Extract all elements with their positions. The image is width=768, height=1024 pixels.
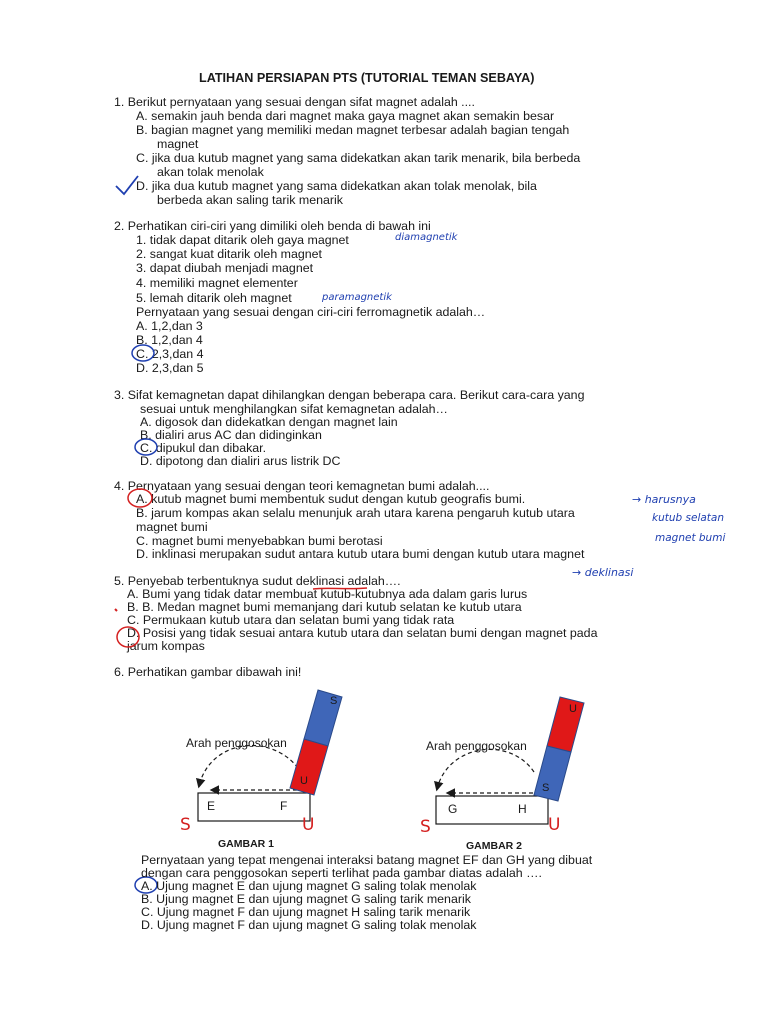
- q4-option-d: D. inklinasi merupakan sudut antara kutub utara bumi dengan kutub utara magnet: [136, 547, 585, 561]
- q6-option-b: B. Ujung magnet E dan ujung magnet G saling tarik menarik: [141, 892, 471, 906]
- fig2-magnet-bottom: [534, 746, 571, 801]
- q1-option-c: C. jika dua kutub magnet yang sama didekatkan akan tarik menarik, bila berbeda: [136, 151, 581, 165]
- fig2-hw-right: U: [548, 815, 561, 835]
- q2-option-a: A. 1,2,dan 3: [136, 319, 203, 333]
- fig2-magnet-label-u: U: [569, 703, 577, 715]
- q4-answer-circle: [128, 489, 152, 507]
- fig2-arrow-upper: [437, 749, 534, 789]
- q1-option-d: D. jika dua kutub magnet yang sama didekatkan akan tolak menolak, bila: [136, 179, 537, 193]
- fig1-arrow-label: Arah penggosokan: [186, 736, 287, 750]
- q4-option-c: C. magnet bumi menyebabkan bumi berotasi: [136, 534, 383, 548]
- q4-note-1: → harusnya: [632, 493, 696, 506]
- fig1-hw-left: S: [180, 815, 191, 835]
- q4-stem: 4. Pernyataan yang sesuai dengan teori kemagnetan bumi adalah....: [114, 479, 490, 493]
- q6-stem: 6. Perhatikan gambar dibawah ini!: [114, 665, 302, 679]
- q5-option-d: D. Posisi yang tidak sesuai antara kutub utara dan selatan bumi dengan magnet pada: [127, 626, 598, 640]
- q2-answer-circle: [132, 345, 154, 361]
- q2-stem: 2. Perhatikan ciri-ciri yang dimiliki oleh benda di bawah ini: [114, 219, 431, 233]
- fig1-magnet-label-u: U: [300, 775, 308, 787]
- q1-stem: 1. Berikut pernyataan yang sesuai dengan sifat magnet adalah ....: [114, 95, 475, 109]
- q4-option-a: A. kutub magnet bumi membentuk sudut dengan kutub geografis bumi.: [136, 492, 526, 506]
- page-title: LATIHAN PERSIAPAN PTS (TUTORIAL TEMAN SEBAYA): [199, 71, 535, 85]
- q3-stem-cont: sesuai untuk menghilangkan sifat kemagnetan adalah…: [140, 402, 448, 416]
- red-dot: [115, 609, 117, 611]
- q5-option-c: C. Permukaan kutub utara dan selatan bumi yang tidak rata: [127, 613, 455, 627]
- q5-underline: [313, 588, 367, 589]
- q4-note-2: kutub selatan: [652, 512, 724, 524]
- fig2-magnet-label-s: S: [542, 782, 550, 794]
- q1-option-b-cont: magnet: [157, 137, 199, 151]
- q6-option-d: D. Ujung magnet F dan ujung magnet G saling tolak menolak: [141, 918, 477, 932]
- q5-note-deklinasi: → deklinasi: [572, 566, 634, 579]
- q6-option-a: A. Ujung magnet E dan ujung magnet G saling tolak menolak: [141, 879, 477, 893]
- figure-2: [426, 697, 584, 824]
- q3-option-d: D. dipotong dan dialiri arus listrik DC: [140, 454, 341, 468]
- q6-question-cont: dengan cara penggosokan seperti terlihat pada gambar diatas adalah ….: [141, 866, 542, 880]
- fig2-arrow-label: Arah penggosokan: [426, 739, 527, 753]
- bar-label-f: F: [280, 799, 288, 813]
- q5-answer-circle: [117, 627, 139, 647]
- q1-option-c-cont: akan tolak menolak: [157, 165, 264, 179]
- figure-1: [186, 690, 342, 821]
- q5-stem: 5. Penyebab terbentuknya sudut deklinasi adalah….: [114, 574, 401, 588]
- fig2-caption: GAMBAR 2: [466, 840, 523, 852]
- q6-question: Pernyataan yang tepat mengenai interaksi batang magnet EF dan GH yang dibuat: [141, 853, 593, 867]
- q6-option-c: C. Ujung magnet F dan ujung magnet H saling tarik menarik: [141, 905, 471, 919]
- q3-option-b: B. dialiri arus AC dan didinginkan: [140, 428, 322, 442]
- fig1-hw-right: U: [302, 815, 315, 835]
- fig1-arrow-upper: [199, 745, 298, 786]
- q5-option-a: A. Bumi yang tidak datar membuat kutub-kutubnya ada dalam garis lurus: [127, 587, 528, 601]
- q5-option-d-cont: jarum kompas: [127, 639, 205, 653]
- q1-option-d-cont: berbeda akan saling tarik menarik: [157, 193, 343, 207]
- q3-option-a: A. digosok dan didekatkan dengan magnet lain: [140, 415, 398, 429]
- q2-item-2: 2. sangat kuat ditarik oleh magnet: [136, 247, 322, 261]
- bar-label-e: E: [207, 799, 216, 813]
- q2-note-paramagnetik: paramagnetik: [322, 292, 392, 303]
- q3-option-c: C. dipukul dan dibakar.: [140, 441, 267, 455]
- q1-option-a: A. semakin jauh benda dari magnet maka gaya magnet akan semakin besar: [136, 109, 555, 123]
- fig2-hw-left: S: [420, 817, 431, 837]
- q1-option-b: B. bagian magnet yang memiliki medan magnet terbesar adalah bagian tengah: [136, 123, 570, 137]
- q2-option-c: C. 2,3,dan 4: [136, 347, 204, 361]
- q3-stem: 3. Sifat kemagnetan dapat dihilangkan dengan beberapa cara. Berikut cara-cara yang: [114, 388, 585, 402]
- q2-option-d: D. 2,3,dan 5: [136, 361, 204, 375]
- q2-item-1: 1. tidak dapat ditarik oleh gaya magnet: [136, 233, 349, 247]
- bar-label-h: H: [518, 802, 527, 816]
- q2-option-b: B. 1,2,dan 4: [136, 333, 203, 347]
- fig2-magnet-top: [547, 697, 584, 752]
- q2-item-3: 3. dapat diubah menjadi magnet: [136, 261, 314, 275]
- q5-option-b: B. B. Medan magnet bumi memanjang dari kutub selatan ke kutub utara: [127, 600, 522, 614]
- bar-label-g: G: [448, 802, 458, 816]
- q2-note-diamagnetik: diamagnetik: [395, 232, 458, 243]
- q4-option-b-cont: magnet bumi: [136, 520, 208, 534]
- q2-question: Pernyataan yang sesuai dengan ciri-ciri ferromagnetik adalah…: [136, 305, 486, 319]
- q3-answer-circle: [135, 439, 157, 455]
- q4-option-b: B. jarum kompas akan selalu menunjuk arah utara karena pengaruh kutub utara: [136, 506, 575, 520]
- q1-check-mark: [116, 176, 138, 194]
- fig1-caption: GAMBAR 1: [218, 838, 275, 850]
- q4-note-3: magnet bumi: [655, 532, 726, 544]
- q2-item-5: 5. lemah ditarik oleh magnet: [136, 291, 292, 305]
- fig1-magnet-label-s: S: [330, 695, 338, 707]
- fig1-magnet-bottom: [290, 739, 328, 795]
- q2-item-4: 4. memiliki magnet elementer: [136, 276, 298, 290]
